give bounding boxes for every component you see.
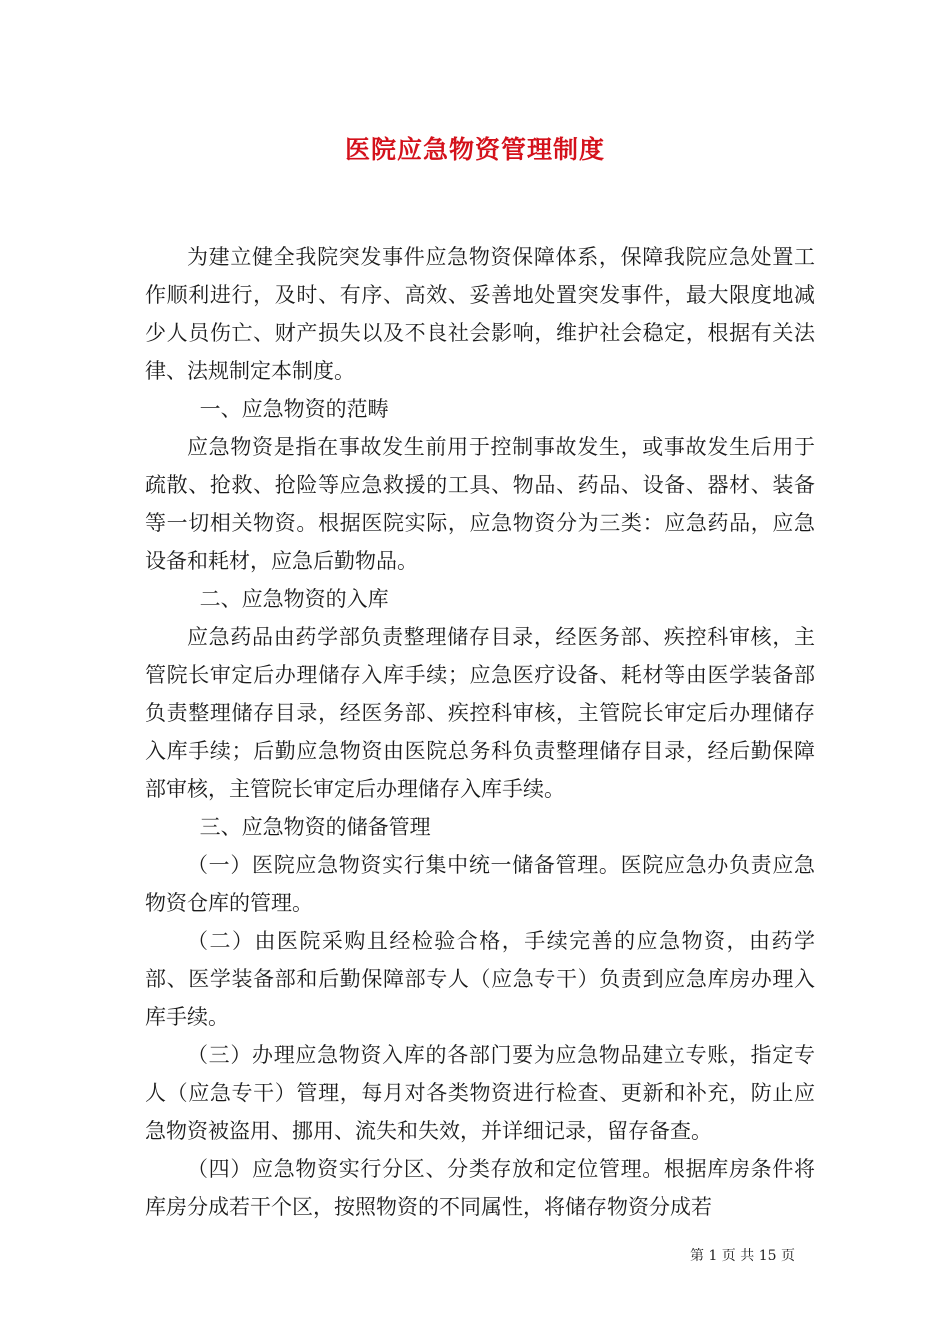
paragraph-storage-entry: 应急药品由药学部负责整理储存目录，经医务部、疾控科审核，主管院长审定后办理储存入库手续；应急医疗设备、耗材等由医学装备部负责整理储存目录，经医务部、疾控科审核，主管院长审定后办理储存入库手续；后勤应急物资由医院总务科负责整理储存目录，经后勤保障部审核，主管院长审定后办理储存入库手续。 bbox=[145, 625, 815, 801]
section-heading-1: 一、应急物资的范畴 bbox=[199, 397, 389, 421]
paragraph-item-2: （二）由医院采购且经检验合格，手续完善的应急物资，由药学部、医学装备部和后勤保障部专人（应急专干）负责到应急库房办理入库手续。 bbox=[145, 929, 815, 1029]
document-body bbox=[145, 238, 815, 1226]
paragraph-item-3: （三）办理应急物资入库的各部门要为应急物品建立专账，指定专人（应急专干）管理，每月对各类物资进行检查、更新和补充，防止应急物资被盗用、挪用、流失和失效，并详细记录，留存备查。 bbox=[145, 1043, 815, 1143]
paragraph-item-4: （四）应急物资实行分区、分类存放和定位管理。根据库房条件将库房分成若干个区，按照物资的不同属性，将储存物资分成若 bbox=[145, 1157, 815, 1219]
document-title: 医院应急物资管理制度 bbox=[344, 135, 605, 164]
paragraph-item-1: （一）医院应急物资实行集中统一储备管理。医院应急办负责应急物资仓库的管理。 bbox=[145, 853, 815, 915]
section-heading-2: 二、应急物资的入库 bbox=[199, 587, 389, 611]
paragraph-intro: 为建立健全我院突发事件应急物资保障体系，保障我院应急处置工作顺利进行，及时、有序、高效、妥善地处置突发事件，最大限度地减少人员伤亡、财产损失以及不良社会影响，维护社会稳定，根据有关法律、法规制定本制度。 bbox=[145, 245, 815, 383]
paragraph-scope: 应急物资是指在事故发生前用于控制事故发生，或事故发生后用于疏散、抢救、抢险等应急救援的工具、物品、药品、设备、器材、装备等一切相关物资。根据医院实际，应急物资分为三类：应急药品，应急设备和耗材，应急后勤物品。 bbox=[145, 435, 815, 573]
page-number: 第 1 页 共 15 页 bbox=[690, 1248, 795, 1264]
section-heading-3: 三、应急物资的储备管理 bbox=[199, 815, 431, 839]
